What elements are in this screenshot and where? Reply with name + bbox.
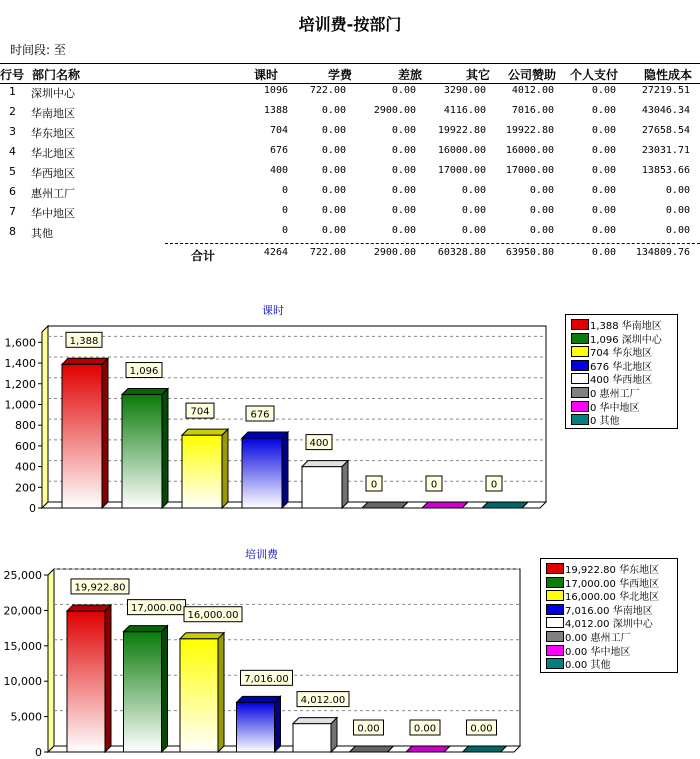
- y-tick-label: 400: [15, 460, 36, 474]
- column-header: 个人支付: [570, 68, 619, 82]
- bar-top: [350, 746, 394, 752]
- y-tick-label: 800: [15, 419, 36, 433]
- bar-top: [62, 358, 108, 364]
- bar-top: [182, 429, 228, 435]
- table-cell-hours: 0: [281, 225, 288, 236]
- legend-label: 0.00 华中地区: [565, 646, 631, 658]
- table-cell-dept: 华北地区: [31, 147, 75, 160]
- table-header-rule: [0, 83, 700, 84]
- bar-7: [463, 746, 507, 752]
- legend-item: [541, 588, 677, 602]
- table-cell-travel: 0.00: [391, 125, 416, 136]
- legend-label: 16,000.00 华北地区: [565, 592, 660, 604]
- bar-3: [242, 432, 288, 508]
- legend-swatch: [571, 319, 589, 330]
- total-cell-hidden: 134809.76: [635, 247, 690, 258]
- bar-top: [237, 696, 281, 702]
- bar-5: [362, 502, 408, 508]
- bar-top: [482, 502, 528, 508]
- legend-label: 0.00 其他: [565, 660, 611, 672]
- bar-6: [422, 502, 468, 508]
- legend-swatch: [546, 563, 564, 574]
- column-header: 公司赞助: [508, 68, 557, 82]
- legend-label: 7,016.00 华南地区: [565, 605, 653, 617]
- total-cell-hours: 4264: [263, 247, 288, 258]
- total-cell-tuition: 722.00: [309, 247, 346, 258]
- legend-item: [541, 561, 677, 575]
- bar-1: [122, 389, 168, 508]
- data-label: 4,012.00: [300, 695, 346, 707]
- bar-top: [422, 502, 468, 508]
- legend-swatch: [571, 360, 589, 371]
- table-cell-hidden: 0.00: [665, 205, 690, 216]
- chart2-title: 培训费: [245, 548, 278, 561]
- bar-front: [182, 435, 222, 508]
- table-cell-hours: 1096: [263, 85, 288, 96]
- bar-front: [242, 438, 282, 508]
- table-cell-personal: 0.00: [591, 125, 616, 136]
- bar-front: [67, 611, 105, 752]
- bar-front: [180, 639, 218, 752]
- table-top-rule: [0, 63, 700, 64]
- total-cell-sponsor: 63950.80: [505, 247, 554, 258]
- bar-4: [293, 718, 337, 752]
- legend-label: 19,922.80 华东地区: [565, 565, 660, 576]
- table-cell-travel: 0.00: [391, 205, 416, 216]
- bar-top: [293, 718, 337, 724]
- bar-side: [162, 389, 168, 508]
- y-tick-label: 1,200: [4, 377, 36, 391]
- table-cell-hours: 1388: [263, 105, 288, 116]
- legend-label: 1,096 深圳中心: [590, 334, 662, 346]
- table-cell-other: 4116.00: [443, 105, 486, 116]
- table-cell-dept: 深圳中心: [31, 87, 75, 100]
- bar-4: [302, 461, 348, 508]
- table-cell-hidden: 27658.54: [641, 125, 690, 136]
- y-tick-label: 20,000: [3, 604, 42, 618]
- table-cell-dept: 华南地区: [31, 107, 75, 120]
- legend-item: [566, 371, 677, 385]
- table-cell-tuition: 722.00: [309, 85, 346, 96]
- legend-item: [541, 629, 677, 643]
- legend-item: [566, 331, 677, 345]
- bar-side: [222, 429, 228, 508]
- legend-swatch: [571, 401, 589, 412]
- legend-item: [541, 615, 677, 629]
- y-tick-label: 200: [15, 481, 36, 495]
- legend-swatch: [571, 333, 589, 344]
- data-label: 676: [250, 409, 270, 421]
- table-cell-hidden: 0.00: [665, 185, 690, 196]
- legend-item: [566, 358, 677, 372]
- total-cell-travel: 2900.00: [373, 247, 416, 258]
- bar-top: [242, 432, 288, 438]
- table-cell-travel: 0.00: [391, 225, 416, 236]
- chart1-title: 课时: [262, 304, 284, 317]
- table-cell-tuition: 0.00: [321, 145, 346, 156]
- legend-label: 4,012.00 深圳中心: [565, 619, 653, 631]
- legend-label: 0.00 惠州工厂: [565, 632, 631, 644]
- legend-item: [541, 602, 677, 616]
- table-cell-tuition: 0.00: [321, 185, 346, 196]
- table-cell-no: 4: [9, 145, 16, 158]
- table-cell-no: 2: [9, 105, 16, 118]
- table-cell-other: 0.00: [461, 205, 486, 216]
- legend-label: 704 华东地区: [590, 348, 653, 360]
- table-cell-hours: 0: [281, 205, 288, 216]
- table-cell-no: 6: [9, 185, 16, 198]
- table-cell-travel: 0.00: [391, 185, 416, 196]
- table-cell-no: 1: [9, 85, 16, 98]
- bar-top: [67, 605, 111, 611]
- table-cell-hours: 676: [269, 145, 288, 156]
- table-cell-sponsor: 16000.00: [505, 145, 554, 156]
- data-label: 400: [309, 438, 329, 450]
- legend-swatch: [571, 346, 589, 357]
- legend-label: 17,000.00 华西地区: [565, 578, 660, 590]
- bar-top: [463, 746, 507, 752]
- bar-front: [237, 702, 275, 752]
- table-cell-no: 3: [9, 125, 16, 138]
- table-cell-other: 17000.00: [437, 165, 486, 176]
- column-header: 差旅: [398, 68, 423, 82]
- data-label: 0: [430, 479, 438, 491]
- legend-label: 0 其他: [590, 416, 620, 428]
- bar-side: [105, 605, 111, 752]
- bar-top: [362, 502, 408, 508]
- table-cell-other: 0.00: [461, 225, 486, 236]
- bar-front: [302, 467, 342, 508]
- bar-6: [406, 746, 450, 752]
- table-cell-sponsor: 7016.00: [511, 105, 554, 116]
- legend-label: 0 惠州工厂: [590, 388, 640, 400]
- legend-swatch: [546, 590, 564, 601]
- table-cell-tuition: 0.00: [321, 205, 346, 216]
- table-cell-hidden: 23031.71: [641, 145, 690, 156]
- data-label: 1,388: [69, 335, 99, 347]
- table-cell-dept: 华东地区: [31, 127, 75, 140]
- table-cell-travel: 0.00: [391, 145, 416, 156]
- bar-side: [162, 626, 168, 752]
- table-cell-dept: 其他: [31, 227, 53, 240]
- legend-item: [566, 344, 677, 358]
- report-title: 培训费-按部门: [298, 15, 402, 34]
- bar-side: [218, 633, 224, 752]
- bar-front: [62, 364, 102, 508]
- y-tick-label: 1,000: [4, 398, 36, 412]
- data-label: 0.00: [470, 723, 493, 735]
- bar-top: [302, 461, 348, 467]
- bar-top: [124, 626, 168, 632]
- legend-item: [566, 317, 677, 331]
- column-header: 课时: [254, 68, 279, 82]
- table-cell-sponsor: 19922.80: [505, 125, 554, 136]
- data-label: 0: [490, 479, 498, 491]
- column-header: 部门名称: [32, 68, 81, 82]
- table-cell-hours: 704: [269, 125, 288, 136]
- bar-0: [67, 605, 111, 752]
- column-header: 行号: [0, 68, 25, 82]
- bar-side: [102, 358, 108, 508]
- plot-side-wall: [42, 326, 48, 508]
- legend-label: 676 华北地区: [590, 361, 653, 373]
- legend-label: 400 华西地区: [590, 375, 653, 387]
- bar-5: [350, 746, 394, 752]
- legend-swatch: [546, 645, 564, 656]
- bar-front: [293, 724, 331, 752]
- bar-0: [62, 358, 108, 508]
- total-cell-other: 60328.80: [437, 247, 486, 258]
- y-tick-label: 0: [35, 746, 42, 759]
- table-cell-tuition: 0.00: [321, 105, 346, 116]
- legend-item: [566, 385, 677, 399]
- table-cell-personal: 0.00: [591, 185, 616, 196]
- legend-label: 1,388 华南地区: [590, 321, 662, 332]
- table-cell-sponsor: 0.00: [529, 205, 554, 216]
- column-header: 隐性成本: [644, 68, 693, 82]
- data-label: 704: [190, 406, 210, 418]
- period-label: 时间段: 至: [10, 43, 66, 57]
- table-cell-sponsor: 0.00: [529, 225, 554, 236]
- legend-label: 0 华中地区: [590, 402, 640, 414]
- total-cell-personal: 0.00: [591, 247, 616, 258]
- bar-2: [180, 633, 224, 752]
- chart1-legend: [565, 314, 678, 429]
- table-cell-other: 3290.00: [443, 85, 486, 96]
- bar-top: [122, 389, 168, 395]
- table-cell-no: 7: [9, 205, 16, 218]
- table-cell-sponsor: 0.00: [529, 185, 554, 196]
- table-cell-hidden: 27219.51: [641, 85, 690, 96]
- data-label: 0.00: [413, 723, 437, 735]
- table-cell-travel: 0.00: [391, 85, 416, 96]
- legend-swatch: [546, 577, 564, 588]
- y-tick-label: 15,000: [3, 639, 42, 653]
- table-cell-hidden: 0.00: [665, 225, 690, 236]
- table-cell-other: 0.00: [461, 185, 486, 196]
- chart2-legend: [540, 558, 678, 673]
- legend-item: [541, 656, 677, 670]
- data-label: 17,000.00: [131, 603, 182, 615]
- legend-swatch: [546, 658, 564, 669]
- table-cell-sponsor: 4012.00: [511, 85, 554, 96]
- table-cell-tuition: 0.00: [321, 125, 346, 136]
- data-label: 19,922.80: [74, 582, 126, 594]
- legend-item: [566, 399, 677, 413]
- table-cell-personal: 0.00: [591, 225, 616, 236]
- table-cell-travel: 2900.00: [373, 105, 416, 116]
- legend-swatch: [546, 604, 564, 615]
- data-label: 0.00: [357, 723, 380, 735]
- table-cell-personal: 0.00: [591, 205, 616, 216]
- table-cell-other: 19922.80: [437, 125, 486, 136]
- data-label: 0: [370, 479, 378, 491]
- y-tick-label: 5,000: [10, 710, 42, 724]
- table-cell-personal: 0.00: [591, 165, 616, 176]
- total-dashed-rule: [165, 243, 700, 244]
- column-header: 其它: [466, 68, 491, 82]
- table-cell-dept: 华西地区: [31, 167, 75, 180]
- legend-swatch: [571, 373, 589, 384]
- data-label: 1,096: [129, 366, 159, 378]
- table-cell-personal: 0.00: [591, 145, 616, 156]
- bar-front: [122, 395, 162, 508]
- y-tick-label: 600: [15, 439, 36, 453]
- table-cell-hours: 0: [281, 185, 288, 196]
- bar-top: [406, 746, 450, 752]
- bar-top: [180, 633, 224, 639]
- column-header: 学费: [328, 68, 353, 82]
- bar-side: [282, 432, 288, 508]
- table-cell-travel: 0.00: [391, 165, 416, 176]
- legend-item: [566, 412, 677, 426]
- bar-2: [182, 429, 228, 508]
- table-cell-no: 8: [9, 225, 16, 238]
- data-label: 7,016.00: [244, 673, 289, 685]
- legend-swatch: [546, 631, 564, 642]
- bar-3: [237, 696, 281, 752]
- bar-side: [342, 461, 348, 508]
- legend-item: [541, 643, 677, 657]
- bar-front: [124, 632, 162, 752]
- y-tick-label: 25,000: [3, 569, 42, 582]
- table-cell-sponsor: 17000.00: [505, 165, 554, 176]
- table-cell-hidden: 13853.66: [641, 165, 690, 176]
- data-label: 16,000.00: [187, 610, 239, 622]
- legend-item: [541, 575, 677, 589]
- bar-side: [275, 696, 281, 752]
- plot-side-wall: [48, 569, 54, 752]
- y-tick-label: 1,400: [4, 357, 36, 371]
- table-cell-personal: 0.00: [591, 105, 616, 116]
- table-cell-tuition: 0.00: [321, 165, 346, 176]
- legend-swatch: [571, 387, 589, 398]
- legend-swatch: [571, 414, 589, 425]
- table-cell-dept: 华中地区: [31, 207, 75, 220]
- table-cell-tuition: 0.00: [321, 225, 346, 236]
- table-cell-dept: 惠州工厂: [31, 187, 75, 200]
- total-label: 合计: [191, 249, 216, 263]
- table-cell-no: 5: [9, 165, 16, 178]
- y-tick-label: 0: [29, 502, 36, 515]
- y-tick-label: 1,600: [4, 336, 36, 350]
- table-cell-personal: 0.00: [591, 85, 616, 96]
- bar-7: [482, 502, 528, 508]
- table-cell-hidden: 43046.34: [641, 105, 690, 116]
- bar-1: [124, 626, 168, 752]
- y-tick-label: 10,000: [3, 675, 42, 689]
- legend-swatch: [546, 617, 564, 628]
- plot-floor: [42, 502, 546, 508]
- table-cell-other: 16000.00: [437, 145, 486, 156]
- table-cell-hours: 400: [269, 165, 288, 176]
